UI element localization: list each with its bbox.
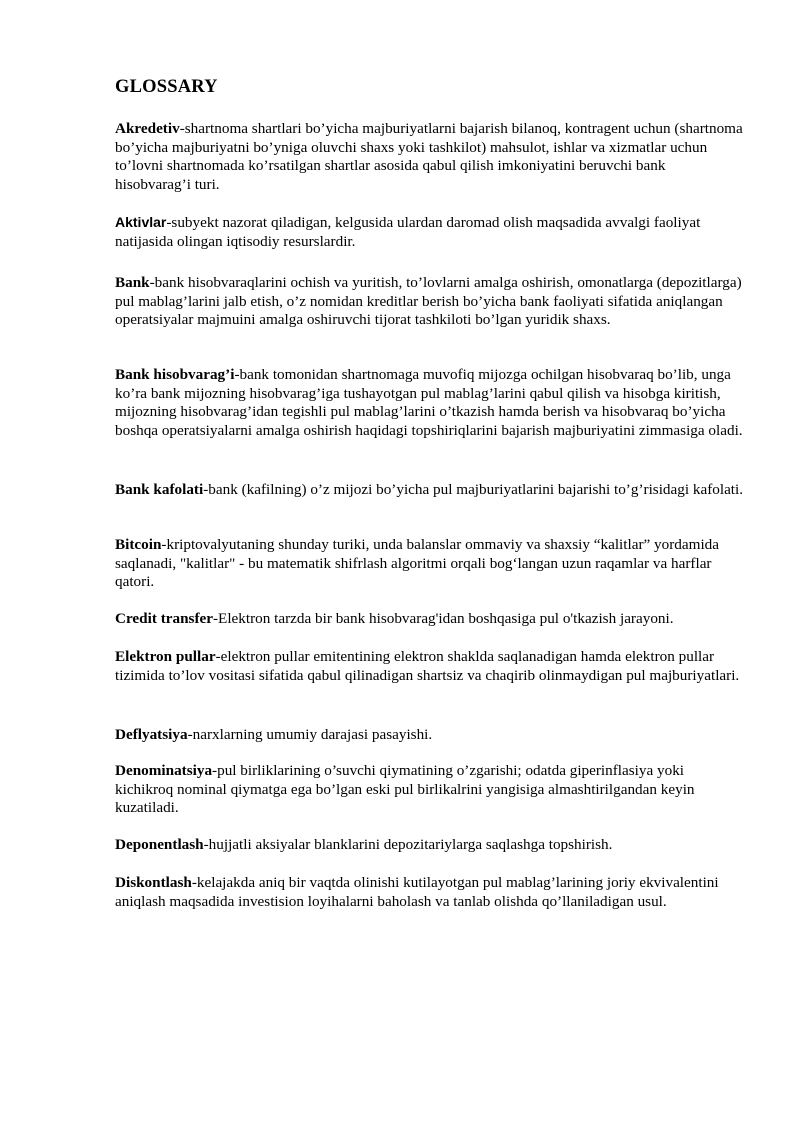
page-title: GLOSSARY bbox=[115, 77, 218, 97]
glossary-definition: -bank hisobvaraqlarini ochish va yuritish, to’lovlarni amalga oshirish, omonatlarga (depozitlarga) pul mablag’larini jalb etish, o’z nomidan kreditlar berish bo’yicha bank faoliyati sifatida aniqlangan operatsiyalar majmuini amalga oshiruvchi tijorat tashkiloti bo’lgan yuridik shaxs. bbox=[115, 274, 742, 329]
glossary-term: Bank kafolati bbox=[115, 481, 204, 498]
glossary-term: Bank bbox=[115, 274, 150, 291]
glossary-term: Deponentlash bbox=[115, 836, 204, 853]
glossary-term: Bank hisobvarag’i bbox=[115, 366, 235, 383]
glossary-definition: -Elektron tarzda bir bank hisobvarag'idan boshqasiga pul o'tkazish jarayoni. bbox=[212, 610, 674, 627]
glossary-term: Akredetiv bbox=[115, 120, 180, 137]
glossary-term: Denominatsiya bbox=[115, 762, 213, 779]
glossary-definition: -subyekt nazorat qiladigan, kelgusida ulardan daromad olish maqsadida avvalgi faoliyat natijasida olingan iqtisodiy resurslardir. bbox=[115, 214, 701, 250]
glossary-definition: -kelajakda aniq bir vaqtda olinishi kutilayotgan pul mablag’larining joriy ekvivalentini aniqlash maqsadida investision loyihalarni baholash va tanlab olishda qo’llaniladigan usul. bbox=[115, 874, 719, 910]
glossary-definition: -kriptovalyutaning shunday turiki, unda balanslar ommaviy va shaxsiy “kalitlar” yordamida saqlanadi, "kalitlar" - bu matematik shifrlash algoritmi orqali bog‘langan uzun raqamlar va harflar qatori. bbox=[115, 536, 719, 591]
glossary-entry-bank-hisobvaragi bbox=[115, 366, 745, 440]
glossary-entry-credit-transfer bbox=[115, 610, 745, 629]
glossary-definition: -hujjatli aksiyalar blanklarini depozitariylarga saqlashga topshirish. bbox=[203, 836, 613, 853]
glossary-definition: -shartnoma shartlari bo’yicha majburiyatlarni bajarish bilanoq, kontragent uchun (shartnoma bo’yicha majburiyatni bo’yniga oluvchi shaxs yoki tashkilot) mahsulot, ishlar va xizmatlar uchun to’lovni shartnomada ko’rsatilgan shartlar asosida qabul qilish imkoniyatini beruvchi bank hisobvarag’i turi. bbox=[115, 120, 743, 193]
glossary-entry-denominatsiya bbox=[115, 762, 745, 818]
glossary-entry-elektron-pullar bbox=[115, 648, 745, 685]
glossary-definition: -elektron pullar emitentining elektron shaklda saqlanadigan hamda elektron pullar tizimida to’lov vositasi sifatida qabul qilinadigan shartsiz va chaqirib olinmaydigan pul majburiyatlari. bbox=[115, 648, 740, 684]
glossary-term: Bitcoin bbox=[115, 536, 162, 553]
glossary-term: Credit transfer bbox=[115, 610, 213, 627]
glossary-entry-bitcoin bbox=[115, 536, 745, 592]
glossary-entry-akredetiv bbox=[115, 120, 745, 194]
glossary-term: Aktivlar bbox=[115, 214, 167, 230]
glossary-entry-bank bbox=[115, 274, 745, 330]
glossary-entry-deponentlash bbox=[115, 836, 745, 855]
glossary-term: Diskontlash bbox=[115, 874, 192, 891]
glossary-entry-bank-kafolati bbox=[115, 481, 745, 500]
glossary-entry-diskontlash bbox=[115, 874, 745, 911]
glossary-definition: -pul birliklarining o’suvchi qiymatining o’zgarishi; odatda giperinflasiya yoki kichikroq nominal qiymatga ega bo’lgan eski pul birlikalrini yangisiga almashtirilgandan keyin kuzatiladi. bbox=[115, 762, 695, 817]
glossary-term: Deflyatsiya bbox=[115, 726, 188, 743]
glossary-entry-aktivlar bbox=[115, 213, 745, 251]
glossary-definition: -narxlarning umumiy darajasi pasayishi. bbox=[187, 726, 433, 743]
glossary-term: Elektron pullar bbox=[115, 648, 216, 665]
glossary-definition: -bank (kafilning) o’z mijozi bo’yicha pul majburiyatlarini bajarishi to’g’risidagi kafolati. bbox=[203, 481, 744, 498]
glossary-definition: -bank tomonidan shartnomaga muvofiq mijozga ochilgan hisobvaraq bo’lib, unga ko’ra bank mijozning hisobvarag’iga tushayotgan pul mablag’larini qabul qilish va hisobga kiritish, mijozning hisobvarag’idan tegishli pul mablag’larini o’tkazish hamda berish va hisobvaraq bo’yicha boshqa operatsiyalarni amalga oshirish haqidagi topshiriqlarini bajarish majburiyatini zimmasiga oladi. bbox=[115, 366, 743, 439]
glossary-entry-deflyatsiya bbox=[115, 726, 745, 745]
